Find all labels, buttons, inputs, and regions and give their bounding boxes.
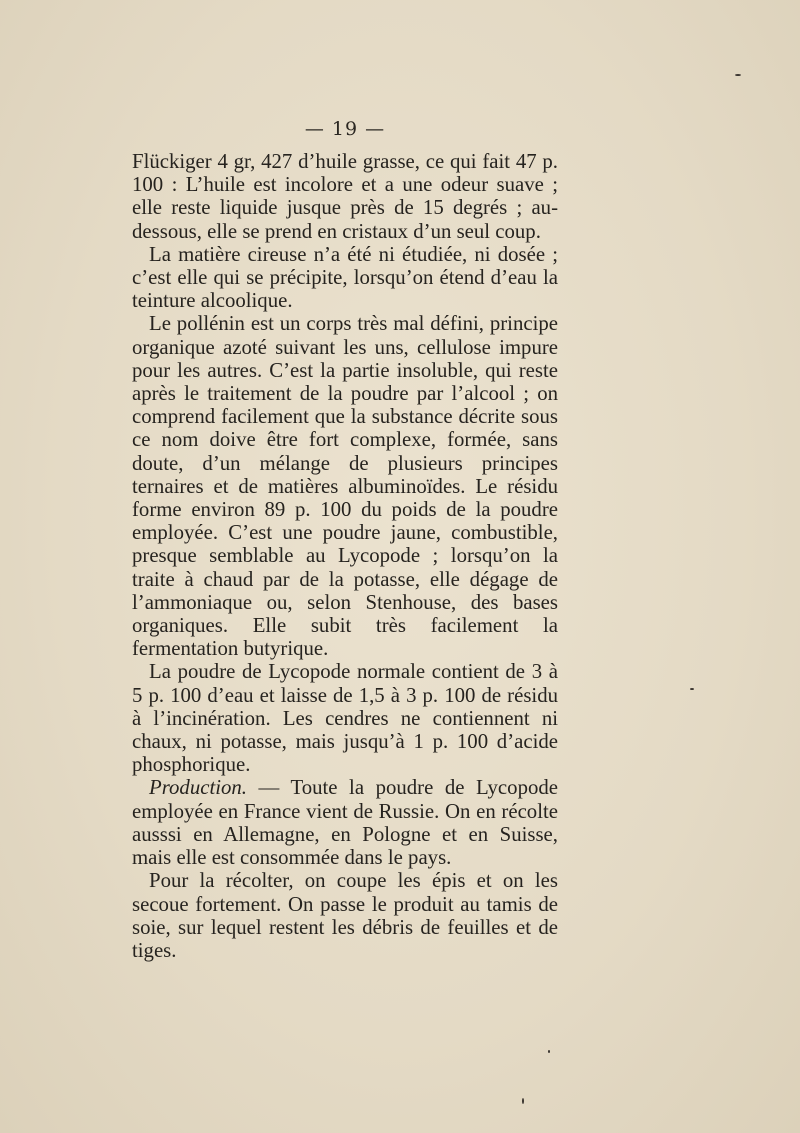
paper-speck	[522, 1098, 524, 1104]
paragraph-5-text: — Toute la poudre de Lycopode employée en France vient de Russie. On en récolte ausssi en Allemagne, en Pologne et en Suisse, mais elle est consommée dans le pays.	[132, 776, 558, 870]
paper-speck	[735, 74, 741, 76]
paragraph-3: Le pollénin est un corps très mal défini, principe organique azoté suivant les uns, cellulose impure pour les autres. C’est la partie insoluble, qui reste après le traitement de la poudre par l’alcool ; on comprend facilement que la substance décrite sous ce nom doive être fort complexe, formée, sans doute, d’un mélange de plusieurs principes ternaires et de matières albuminoïdes. Le résidu forme environ 89 p. 100 du poids de la poudre employée. C’est une poudre jaune, combustible, presque semblable au Lycopode ; lorsqu’on la traite à chaud par de la potasse, elle dégage de l’ammoniaque ou, selon Stenhouse, des bases organiques. Elle subit très facilement la fermentation butyrique.	[132, 312, 558, 661]
section-heading-production: Production.	[149, 776, 248, 800]
paragraph-5	[132, 776, 558, 869]
paragraph-6: Pour la récolter, on coupe les épis et on les secoue fortement. On passe le produit au tamis de soie, sur lequel restent les débris de feuilles et de tiges.	[132, 869, 558, 962]
page-number: — 19 —	[304, 118, 386, 140]
paragraph-2: La matière cireuse n’a été ni étudiée, ni dosée ; c’est elle qui se précipite, lorsqu’on étend d’eau la teinture alcoolique.	[132, 242, 558, 313]
paragraph-4: La poudre de Lycopode normale contient de 3 à 5 p. 100 d’eau et laisse de 1,5 à 3 p. 100 de résidu à l’incinération. Les cendres ne contiennent ni chaux, ni potasse, mais jusqu’à 1 p. 100 d’acide phosphorique.	[132, 660, 558, 777]
paper-speck	[548, 1050, 550, 1053]
paper-speck	[690, 688, 694, 690]
paragraph-1: Flückiger 4 gr, 427 d’huile grasse, ce qui fait 47 p. 100 : L’huile est incolore et a une odeur suave ; elle reste liquide jusque près de 15 degrés ; au-dessous, elle se prend en cristaux d’un seul coup.	[132, 150, 558, 243]
body-text	[132, 150, 558, 962]
